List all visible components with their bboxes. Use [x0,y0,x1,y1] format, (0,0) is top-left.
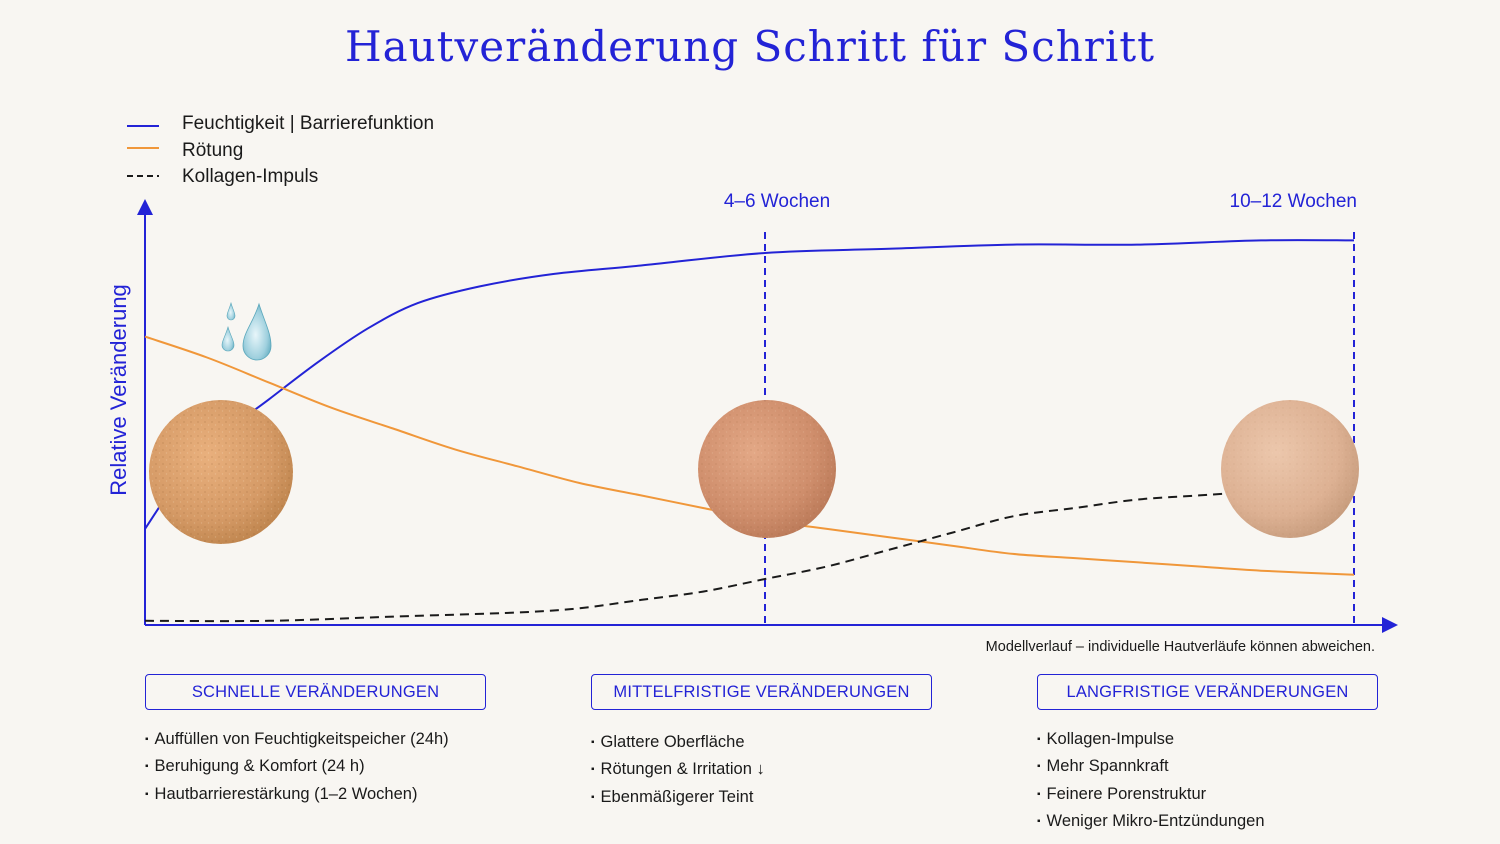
list-item: ▪ Hautbarrierestärkung (1–2 Wochen) [145,782,449,809]
legend-label-moisture: Feuchtigkeit | Barrierefunktion [182,113,435,134]
list-item: ▪ Mehr Spannkraft [1037,754,1265,781]
phase-list-mid-term [591,730,765,812]
phase-title-short-term: SCHNELLE VERÄNDERUNGEN [145,674,486,710]
phase-title-long-term: LANGFRISTIGE VERÄNDERUNGEN [1037,674,1378,710]
marker-10-12-weeks-label: 10–12 Wochen [1229,191,1357,212]
legend-label-redness: Rötung [182,140,244,161]
phase-title-mid-term: MITTELFRISTIGE VERÄNDERUNGEN [591,674,932,710]
list-item: ▪ Weniger Mikro-Entzündungen [1037,809,1265,836]
list-item: ▪ Beruhigung & Komfort (24 h) [145,754,449,781]
model-note: Modellverlauf – individuelle Hautverläufe können abweichen. [985,639,1375,655]
list-item: ▪ Kollagen-Impulse [1037,727,1265,754]
water-drops-icon [222,303,271,360]
list-item: ▪ Rötungen & Irritation ↓ [591,757,765,784]
series-line-collagen [145,491,1261,621]
marker-4-6-weeks-label: 4–6 Wochen [723,191,831,212]
list-item: ▪ Auffüllen von Feuchtigkeitspeicher (24h) [145,727,449,754]
phase-list-long-term [1037,727,1265,836]
legend-label-collagen: Kollagen-Impuls [182,166,319,187]
list-item: ▪ Feinere Porenstruktur [1037,782,1265,809]
y-axis-label: Relative Veränderung [106,284,131,496]
legend [127,113,434,187]
skin-texture-late [1221,400,1359,538]
list-item: ▪ Glattere Oberfläche [591,730,765,757]
page-title: Hautveränderung Schritt für Schritt [344,22,1156,71]
skin-texture-early [149,400,293,544]
phase-list-short-term [145,727,449,809]
skin-texture-mid [698,400,836,538]
list-item: ▪ Ebenmäßigerer Teint [591,785,765,812]
